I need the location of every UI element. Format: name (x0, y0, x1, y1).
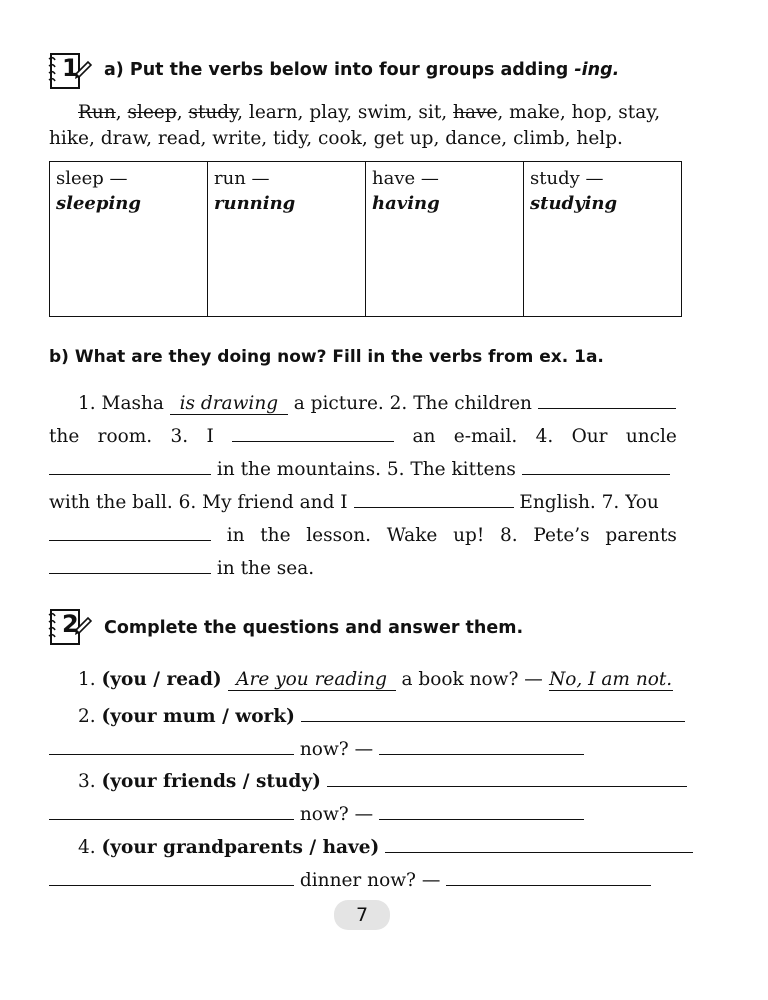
blank-field[interactable] (49, 522, 211, 541)
b-text: lesson. (306, 525, 372, 546)
group-example: sleeping (56, 193, 141, 214)
verb-groups-table (49, 161, 682, 317)
group-cell-1[interactable] (50, 162, 208, 317)
q-num: 4. (78, 837, 96, 858)
b-text: up! (453, 525, 485, 546)
q-text: a book now? — (401, 669, 543, 690)
q-text: now? — (299, 739, 374, 760)
b-text: with the ball. 6. My friend and I (49, 492, 348, 513)
group-cell-3[interactable] (366, 162, 524, 317)
group-head: study — (530, 168, 604, 189)
b-text: 4. (535, 426, 554, 447)
b-line-4 (49, 489, 677, 513)
group-cell-2[interactable] (208, 162, 366, 317)
q-line-3 (78, 768, 678, 792)
b-text: e-mail. (453, 426, 518, 447)
b-text: room. (97, 426, 153, 447)
verbs-sep: , (115, 102, 128, 123)
blank-field[interactable] (49, 801, 294, 820)
q-prompt: (your mum / work) (101, 706, 295, 727)
verbs-line-1 (78, 102, 660, 123)
b-line-1 (78, 390, 678, 415)
q-line-1 (78, 669, 678, 691)
verb-study-crossed: study (188, 102, 238, 123)
verbs-sep: , (176, 102, 189, 123)
answer-question-1: Are you reading (228, 669, 396, 691)
b-text: English. 7. You (519, 492, 659, 513)
group-head: sleep — (56, 168, 128, 189)
group-cell-4[interactable] (524, 162, 682, 317)
q-line-2b (49, 736, 584, 760)
b-line-5 (49, 522, 677, 546)
b-line-6 (49, 555, 314, 579)
blank-field[interactable] (49, 555, 211, 574)
exercise-1a-title-text: a) Put the verbs below into four groups adding (104, 60, 575, 80)
b-text: the (49, 426, 80, 447)
b-text: Our (571, 426, 608, 447)
q-line-3b (49, 801, 584, 825)
group-head: have — (372, 168, 439, 189)
blank-field[interactable] (446, 867, 651, 886)
q-prompt: (your friends / study) (101, 771, 321, 792)
blank-field[interactable] (379, 801, 584, 820)
b-text: in the sea. (216, 558, 315, 579)
exercise-1a-ing: -ing. (574, 60, 620, 80)
q-num: 2. (78, 706, 96, 727)
b-text: uncle (625, 426, 677, 447)
q-num: 1. (78, 669, 96, 690)
exercise-1b-title: b) What are they doing now? Fill in the verbs from ex. 1a. (49, 347, 604, 367)
verbs-list: , make, hop, stay, (497, 102, 661, 123)
q-text: now? — (299, 804, 374, 825)
exercise-1-number: 1 (62, 54, 79, 82)
blank-field[interactable] (301, 703, 685, 722)
q-text: dinner now? — (299, 870, 441, 891)
verb-have-crossed: have (453, 102, 498, 123)
verb-sleep-crossed: sleep (127, 102, 177, 123)
verbs-list: , learn, play, swim, sit, (237, 102, 454, 123)
exercise-2-number: 2 (62, 610, 79, 638)
b-text: a picture. 2. The children (293, 393, 532, 414)
b-text: I (206, 426, 214, 447)
b-text: Wake (386, 525, 438, 546)
exercise-2-title: Complete the questions and answer them. (104, 618, 524, 638)
blank-field[interactable] (379, 736, 584, 755)
exercise-1a-title (104, 60, 619, 80)
blank-field[interactable] (49, 867, 294, 886)
blank-field[interactable] (327, 768, 687, 787)
b-text: the (260, 525, 291, 546)
group-example: running (214, 193, 296, 214)
verb-run-crossed: Run (78, 102, 116, 123)
q-prompt: (you / read) (101, 669, 222, 690)
q-line-4 (78, 834, 678, 858)
verbs-line-2: hike, draw, read, write, tidy, cook, get up, dance, climb, help. (49, 128, 623, 149)
blank-field[interactable] (49, 736, 294, 755)
b-text: 3. (170, 426, 189, 447)
q-prompt: (your grandparents / have) (101, 837, 380, 858)
q-line-4b (49, 867, 651, 891)
b-line-3 (49, 456, 677, 480)
b-text: in the mountains. 5. The kittens (216, 459, 516, 480)
group-example: studying (530, 193, 618, 214)
b-line-2 (49, 423, 677, 447)
page-number: 7 (334, 900, 390, 930)
b-text: in (226, 525, 245, 546)
answer-reply-1: No, I am not. (549, 669, 673, 690)
blank-field[interactable] (538, 390, 676, 409)
blank-field[interactable] (354, 489, 514, 508)
answer-is-drawing: is drawing (170, 393, 288, 415)
b-text: 8. (499, 525, 518, 546)
blank-field[interactable] (232, 423, 394, 442)
b-text: an (412, 426, 436, 447)
q-num: 3. (78, 771, 96, 792)
blank-field[interactable] (522, 456, 670, 475)
b-text: Pete’s (533, 525, 590, 546)
group-head: run — (214, 168, 270, 189)
blank-field[interactable] (49, 456, 211, 475)
blank-field[interactable] (385, 834, 693, 853)
q-line-2 (78, 703, 678, 727)
b-text: parents (605, 525, 677, 546)
b-text: 1. Masha (78, 393, 164, 414)
group-example: having (372, 193, 440, 214)
